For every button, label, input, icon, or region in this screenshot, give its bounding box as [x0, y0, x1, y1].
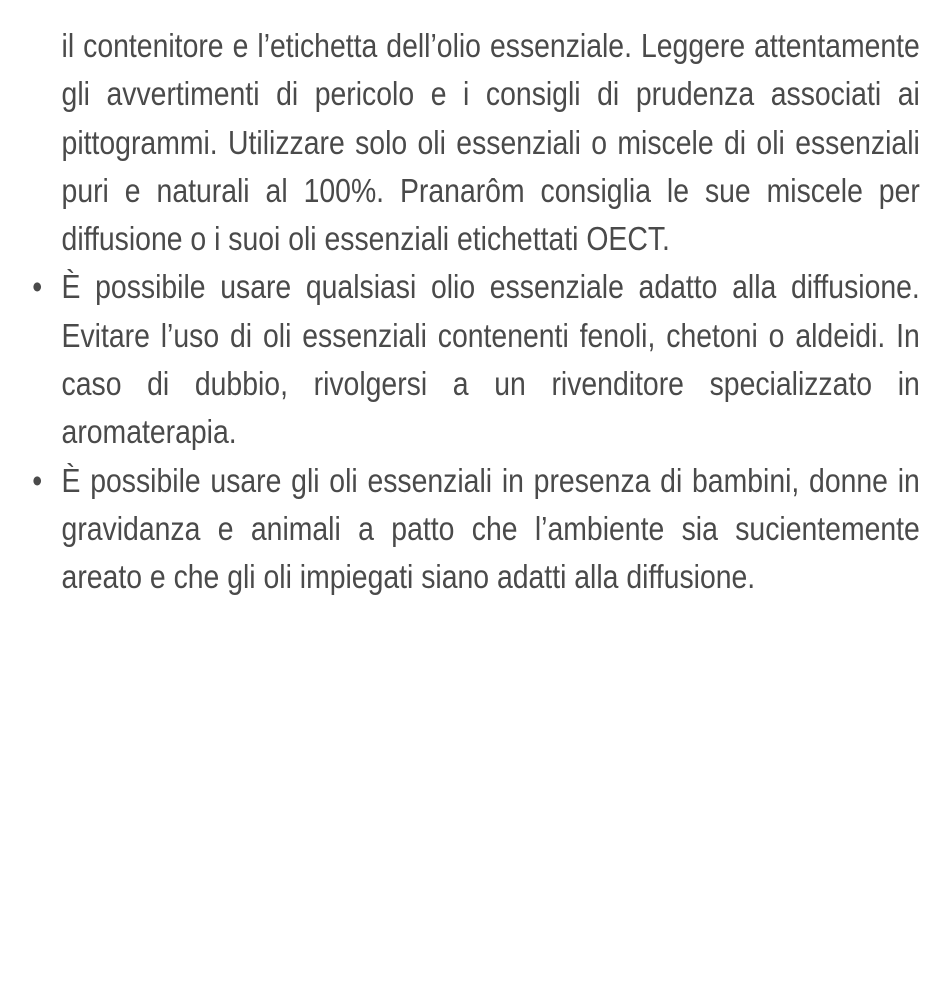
bullet-dot-icon: • [32, 268, 43, 306]
bullet-dot-icon: • [32, 461, 43, 499]
continuation-paragraph: il contenitore e l’etichetta dell’olio essenziale. Leggere attentamente gli avvertimenti di pericolo e i consigli di prudenza associati ai pittogrammi. Utilizzare solo oli essenziali o miscele di oli essenziali puri e naturali al 100%. Pranarôm consiglia le sue miscele per diffusione o i suoi oli essenziali etichettati OECT. [61, 27, 920, 258]
bullet-item-2 [28, 457, 920, 602]
bullet-item-1-text: È possibile usare qualsiasi olio essenziale adatto alla diffusione. Evitare l’uso di oli essenziali contenenti fenoli, chetoni o aldeidi. In caso di dubbio, rivolgersi a un rivenditore specializzato in aromaterapia. [61, 268, 920, 451]
bullet-item-1 [28, 263, 920, 456]
instructions-text-block [28, 22, 920, 602]
bullet-item-2-text: È possibile usare gli oli essenziali in presenza di bambini, donne in gravidanza e animali a patto che l’ambiente sia sucientemente areato e che gli oli impiegati siano adatti alla diffusione. [61, 461, 920, 596]
